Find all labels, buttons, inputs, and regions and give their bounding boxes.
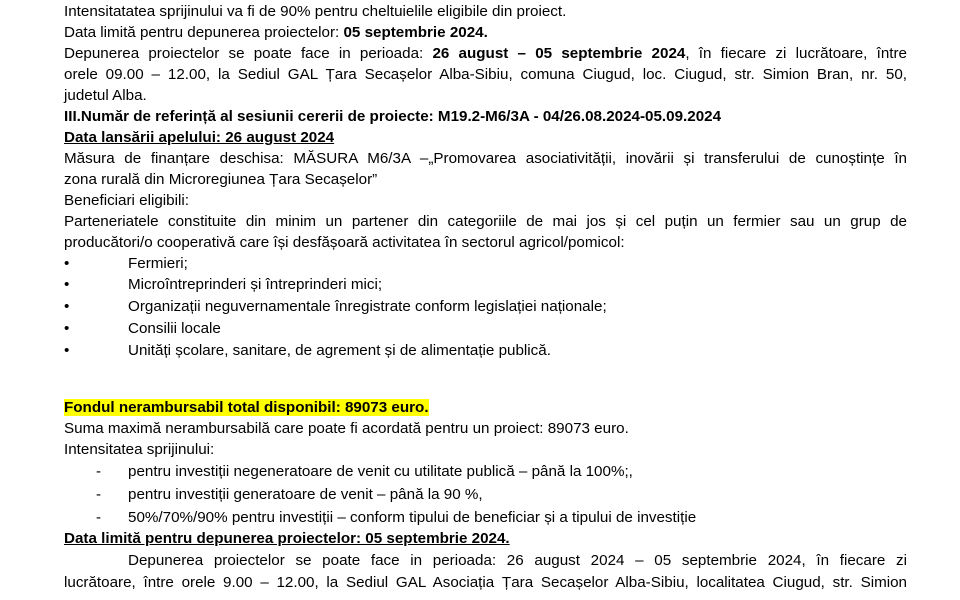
submission-address-line: orele 09.00 – 12.00, la Sediul GAL Țara Secașelor Alba-Sibiu, comuna Ciugud, loc. Ciugud, str. Simion Bran, nr. 50, xyxy=(64,66,907,83)
intensity-label: Intensitatea sprijinului: xyxy=(64,441,215,458)
deadline-line xyxy=(64,22,907,43)
fund-line xyxy=(64,397,429,418)
list-item: 50%/70%/90% pentru investiții – conform tipului de beneficiar și a tipului de investiție xyxy=(128,509,697,526)
partnership-line: Parteneriatele constituite din minim un partener din categoriile de mai jos și cel puțin un fermier sau un grup de xyxy=(64,213,907,230)
bullet-icon: • xyxy=(64,320,70,337)
measure-line-2: zona rurală din Microregiunea Țara Secașelor” xyxy=(64,171,378,188)
list-item: pentru investiții generatoare de venit – până la 90 %, xyxy=(128,486,483,503)
measure-line: Măsura de finanțare deschisa: MĂSURA M6/3A –„Promovarea asociativității, inovării și transferului de cunoștințe în xyxy=(64,150,907,167)
launch-date-heading: Data lansării apelului: 26 august 2024 xyxy=(64,129,335,146)
list-item: pentru investiții negeneratoare de venit cu utilitate publică – până la 100%;, xyxy=(128,463,633,480)
submission2-line-2: lucrătoare, între orele 9.00 – 12.00, la Sediul GAL Asociația Țara Secașelor Alba-Sibiu, localitatea Ciugud, str. Simion xyxy=(64,574,907,591)
list-item: Organizații neguvernamentale înregistrate conform legislației naționale; xyxy=(128,298,607,315)
fund-highlight: Fondul nerambursabil total disponibil: 89073 euro. xyxy=(64,399,429,416)
deadline-date: 05 septembrie 2024. xyxy=(343,24,488,41)
submission2-line: Depunerea proiectelor se poate face in perioada: 26 august 2024 – 05 septembrie 2024, în fiecare zi xyxy=(128,552,907,569)
dash-icon: - xyxy=(96,509,102,526)
submission-line xyxy=(64,43,907,64)
deadline-heading: Data limită pentru depunerea proiectelor: 05 septembrie 2024. xyxy=(64,530,510,547)
bullet-icon: • xyxy=(64,342,70,359)
partnership-line-2: producători/o cooperativă care își desfășoară activitatea în sectorul agricol/pomicol: xyxy=(64,234,625,251)
beneficiaries-label: Beneficiari eligibili: xyxy=(64,192,189,209)
intensity-line: Intensitatatea sprijinului va fi de 90% pentru cheltuielile eligibile din proiect. xyxy=(64,3,567,20)
submission-period: 26 august – 05 septembrie 2024 xyxy=(432,45,686,62)
list-item: Microîntreprinderi și întreprinderi mici; xyxy=(128,276,383,293)
deadline-label: Data limită pentru depunerea proiectelor: xyxy=(64,24,344,41)
dash-icon: - xyxy=(96,486,102,503)
reference-number-heading: III.Număr de referință al sesiunii cererii de proiecte: M19.2-M6/3A - 04/26.08.2024-05.09.2024 xyxy=(64,108,722,125)
list-item: Unități școlare, sanitare, de agrement și de alimentație publică. xyxy=(128,342,551,359)
bullet-icon: • xyxy=(64,255,70,272)
dash-icon: - xyxy=(96,463,102,480)
submission-county-line: judetul Alba. xyxy=(64,87,147,104)
list-item: Consilii locale xyxy=(128,320,221,337)
bullet-icon: • xyxy=(64,298,70,315)
bullet-icon: • xyxy=(64,276,70,293)
max-amount-line: Suma maximă nerambursabilă care poate fi acordată pentru un proiect: 89073 euro. xyxy=(64,420,629,437)
list-item: Fermieri; xyxy=(128,255,188,272)
submission-text: Depunerea proiectelor se poate face in perioada: xyxy=(64,45,433,62)
submission-text-end: , în fiecare zi lucrătoare, între xyxy=(685,45,907,62)
